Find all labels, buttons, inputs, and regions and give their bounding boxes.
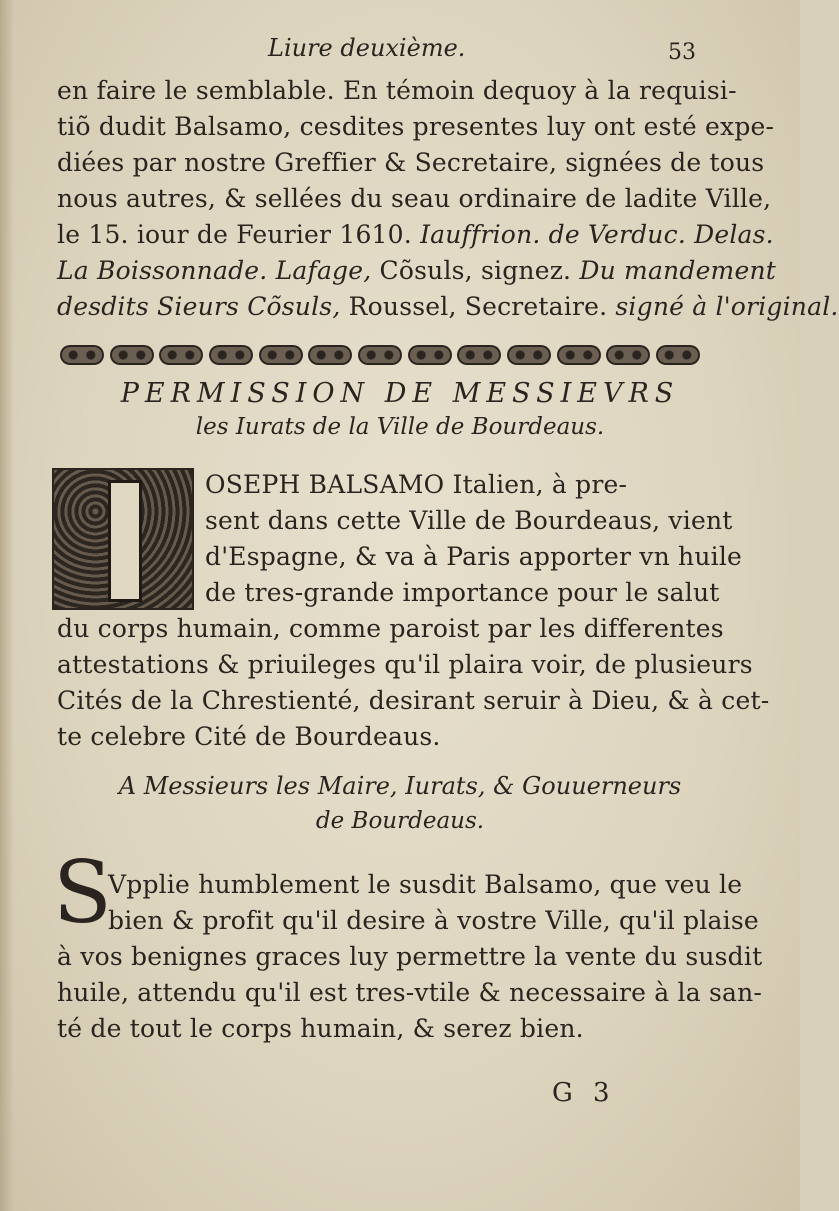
ornament-unit bbox=[507, 345, 551, 365]
text-line bbox=[57, 290, 839, 324]
text-segment: Roussel, Secretaire. bbox=[340, 292, 616, 321]
ornament-unit bbox=[159, 345, 203, 365]
text-line: diées par nostre Greffier & Secretaire, signées de tous bbox=[57, 148, 765, 177]
text-segment: le 15. iour de Feurier 1610. bbox=[57, 220, 421, 249]
text-line: tiõ dudit Balsamo, cesdites presentes luy ont esté expe- bbox=[57, 112, 775, 141]
mandate-italic: Du mandement bbox=[579, 256, 777, 285]
original-note-italic: signé à l'original. bbox=[615, 292, 839, 321]
ornament-unit bbox=[557, 345, 601, 365]
ornamental-band bbox=[60, 342, 700, 368]
signature-mark: G 3 bbox=[552, 1078, 616, 1108]
text-line: nous autres, & sellées du seau ordinaire de ladite Ville, bbox=[57, 184, 772, 213]
text-line: bien & profit qu'il desire à vostre Ville, qu'il plaise bbox=[108, 906, 759, 935]
ornament-unit bbox=[606, 345, 650, 365]
text-line: te celebre Cité de Bourdeaus. bbox=[57, 722, 441, 751]
mandate-italic: desdits Sieurs Cõsuls, bbox=[57, 292, 341, 321]
ornament-unit bbox=[656, 345, 700, 365]
text-line: à vos benignes graces luy permettre la vente du susdit bbox=[57, 942, 763, 971]
decorated-initial-i bbox=[52, 468, 194, 610]
text-line: Cités de la Chrestienté, desirant seruir à Dieu, & à cet- bbox=[57, 686, 770, 715]
signatories-italic: Iauffrion. de Verduc. Delas. bbox=[420, 220, 774, 249]
ornament-unit bbox=[358, 345, 402, 365]
page-number: 53 bbox=[668, 40, 696, 65]
signatories-italic: La Boissonnade. Lafage, bbox=[57, 256, 372, 285]
initial-letter-shape bbox=[108, 480, 142, 602]
text-line: en faire le semblable. En témoin dequoy à la requisi- bbox=[57, 76, 737, 105]
address-subheading: de Bourdeaus. bbox=[315, 808, 485, 834]
text-line: té de tout le corps humain, & serez bien. bbox=[57, 1014, 584, 1043]
text-line: d'Espagne, & va à Paris apporter vn huile bbox=[205, 542, 743, 571]
text-line: Vpplie humblement le susdit Balsamo, que veu le bbox=[108, 870, 743, 899]
ornament-unit bbox=[209, 345, 253, 365]
ornament-unit bbox=[408, 345, 452, 365]
initial-letter-s: S bbox=[53, 843, 112, 943]
ornament-unit bbox=[308, 345, 352, 365]
text-line bbox=[57, 218, 774, 252]
section-subheading: les Iurats de la Ville de Bourdeaus. bbox=[195, 414, 605, 440]
section-heading: PERMISSION DE MESSIEVRS bbox=[120, 378, 680, 409]
page-edge-shadow bbox=[0, 0, 14, 1211]
address-heading: A Messieurs les Maire, Iurats, & Gouuerneurs bbox=[118, 772, 682, 800]
ornament-unit bbox=[259, 345, 303, 365]
ornament-unit bbox=[60, 345, 104, 365]
running-header bbox=[0, 34, 800, 68]
text-segment: Cõsuls, signez. bbox=[371, 256, 580, 285]
ornament-unit bbox=[110, 345, 154, 365]
running-title: Liure deuxième. bbox=[268, 34, 466, 62]
text-line: de tres-grande importance pour le salut bbox=[205, 578, 720, 607]
text-line: attestations & priuileges qu'il plaira voir, de plusieurs bbox=[57, 650, 753, 679]
text-line: du corps humain, comme paroist par les differentes bbox=[57, 614, 724, 643]
text-line: huile, attendu qu'il est tres-vtile & necessaire à la san- bbox=[57, 978, 763, 1007]
text-line bbox=[57, 254, 776, 288]
text-line: OSEPH BALSAMO Italien, à pre- bbox=[205, 470, 628, 499]
ornament-unit bbox=[457, 345, 501, 365]
text-line: sent dans cette Ville de Bourdeaus, vient bbox=[205, 506, 733, 535]
